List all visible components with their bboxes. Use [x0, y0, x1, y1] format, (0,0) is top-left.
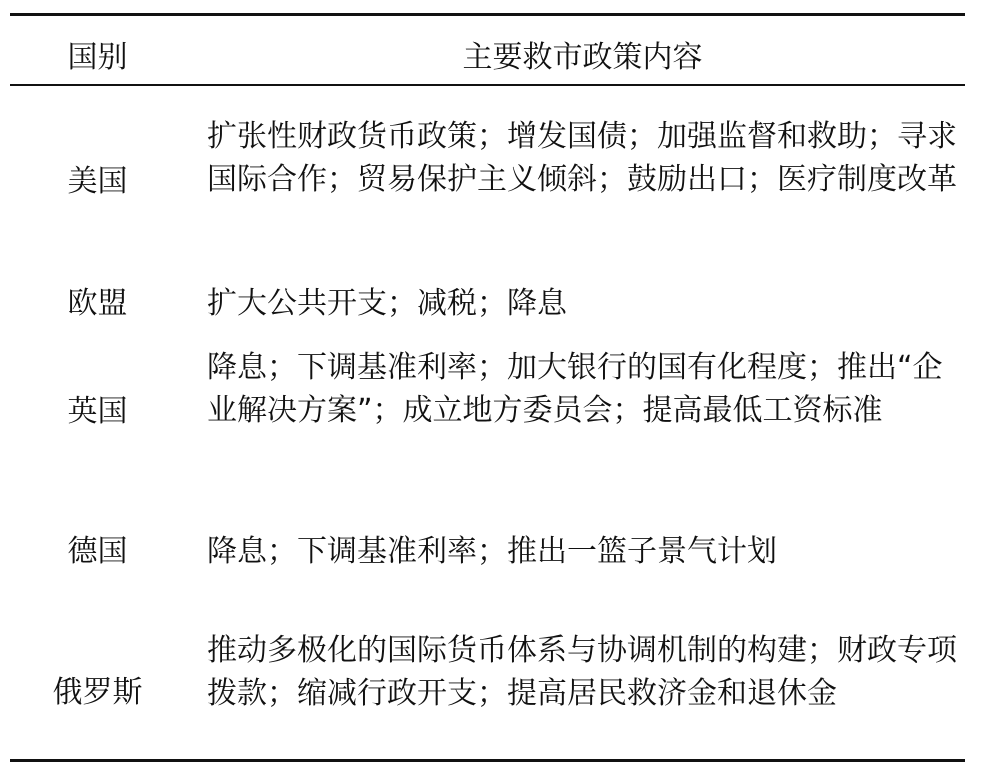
- table-row-country: 英国: [67, 394, 128, 429]
- table-bottom-rule: [10, 759, 965, 762]
- table-header-rule: [10, 84, 965, 86]
- table-row-policy: 降息；下调基准利率；加大银行的国有化程度；推出“企业解决方案”；成立地方委员会；提高最低工资标准: [207, 350, 943, 428]
- table-row-country: 德国: [67, 534, 128, 569]
- table-top-rule: [10, 13, 965, 16]
- table-row-policy: 推动多极化的国际货币体系与协调机制的构建；财政专项拨款；缩减行政开支；提高居民救济金和退休金: [207, 633, 957, 711]
- header-country: 国别: [67, 40, 128, 75]
- table-row-policy: 降息；下调基准利率；推出一篮子景气计划: [207, 534, 777, 569]
- table-row-policy: 扩大公共开支；减税；降息: [207, 286, 567, 321]
- table-row-policy: 扩张性财政货币政策；增发国债；加强监督和救助；寻求国际合作；贸易保护主义倾斜；鼓励出口；医疗制度改革: [207, 119, 957, 197]
- table-row-country: 欧盟: [67, 286, 128, 321]
- header-policy: 主要救市政策内容: [462, 40, 703, 75]
- table-row-country: 俄罗斯: [52, 675, 143, 710]
- table-row-country: 美国: [67, 164, 128, 199]
